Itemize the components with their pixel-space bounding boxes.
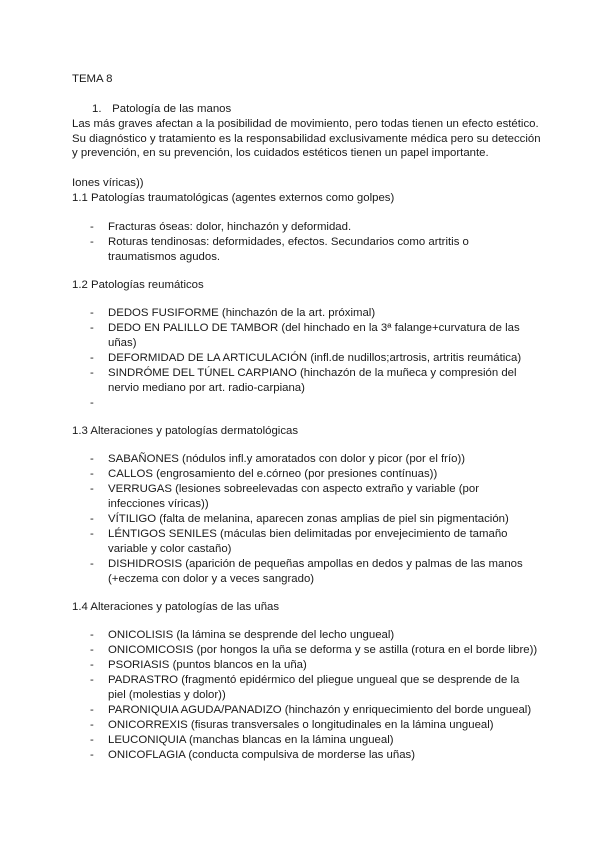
- list-item: - SINDRÓME DEL TÚNEL CARPIANO (hinchazón de la muñeca y compresión del nervio mediano por art. radio-carpiana): [90, 367, 517, 394]
- bullet-dash: -: [90, 704, 94, 716]
- bullet-dash: -: [90, 367, 94, 379]
- list-item: - PADRASTRO (fragmentó epidérmico del pliegue ungueal que se desprende de la piel (molestias y dolor)): [90, 674, 520, 701]
- subsection-title-1-2: 1.2 Patologías reumáticos: [72, 279, 204, 291]
- list-item: - LÉNTIGOS SENILES (máculas bien delimitadas por envejecimiento de tamaño variable y color castaño): [90, 528, 508, 555]
- bullet-dash: -: [90, 528, 94, 540]
- list-item: - ONICOFLAGIA (conducta compulsiva de morderse las uñas): [90, 749, 416, 761]
- list-1-2: [90, 306, 530, 411]
- bullet-dash: -: [90, 674, 94, 686]
- list-item: - PARONIQUIA AGUDA/PANADIZO (hinchazón y enriquecimiento del borde ungueal): [90, 704, 532, 716]
- fragment-text: Iones víricas)): [72, 177, 144, 189]
- bullet-dash: -: [90, 221, 94, 233]
- intro-paragraph: Las más graves afectan a la posibilidad de movimiento, pero todas tienen un efecto estético. Su diagnóstico y tratamiento es la responsabilidad exclusivamente médica pero su detección y prevención, en su prevención, los cuidados estéticos tienen un papel importante.: [72, 118, 541, 159]
- bullet-dash: -: [90, 734, 94, 746]
- list-item: - DISHIDROSIS (aparición de pequeñas ampollas en dedos y palmas de las manos (+eczema con dolor y a veces sangrado): [90, 558, 523, 585]
- list-item: - PSORIASIS (puntos blancos en la uña): [90, 659, 307, 671]
- list-item: - VÍTILIGO (falta de melanina, aparecen zonas amplias de piel sin pigmentación): [90, 513, 509, 525]
- bullet-dash: -: [90, 644, 94, 656]
- list-item: - Fracturas óseas: dolor, hinchazón y deformidad.: [90, 221, 352, 233]
- bullet-dash: -: [90, 558, 94, 570]
- subsection-title-1-3: 1.3 Alteraciones y patologías dermatológicas: [72, 425, 299, 437]
- list-1-1: [90, 220, 490, 265]
- list-1-4: [90, 628, 540, 763]
- list-item: - CALLOS (engrosamiento del e.córneo (por presiones contínuas)): [90, 468, 438, 480]
- list-item: - Roturas tendinosas: deformidades, efectos. Secundarios como artritis o traumatismos agudos.: [90, 236, 469, 263]
- list-item: - SABAÑONES (nódulos infl.y amoratados con dolor y picor (por el frío)): [90, 453, 466, 465]
- bullet-dash: -: [90, 719, 94, 731]
- list-item: [90, 396, 530, 411]
- bullet-dash: -: [90, 659, 94, 671]
- subsection-title-1-4: 1.4 Alteraciones y patologías de las uñas: [72, 601, 280, 613]
- list-item: - ONICORREXIS (fisuras transversales o longitudinales en la lámina ungueal): [90, 719, 494, 731]
- list-item: - LEUCONIQUIA (manchas blancas en la lámina ungueal): [90, 734, 394, 746]
- bullet-dash: -: [90, 453, 94, 465]
- section-heading: [92, 102, 231, 117]
- list-item: - ONICOMICOSIS (por hongos la uña se deforma y se astilla (rotura en el borde libre)): [90, 644, 538, 656]
- bullet-dash: -: [90, 397, 94, 409]
- list-1-3: [90, 452, 530, 587]
- bullet-dash: -: [90, 629, 94, 641]
- bullet-dash: -: [90, 468, 94, 480]
- list-item: - DEDO EN PALILLO DE TAMBOR (del hinchado en la 3ª falange+curvatura de las uñas): [90, 322, 520, 349]
- subsection-title-1-1: 1.1 Patologías traumatológicas (agentes externos como golpes): [72, 192, 395, 204]
- heading-text: Patología de las manos: [112, 103, 232, 115]
- list-item: - VERRUGAS (lesiones sobreelevadas con aspecto extraño y variable (por infecciones víricas)): [90, 483, 480, 510]
- document-title: TEMA 8: [72, 73, 113, 85]
- list-item: - DEDOS FUSIFORME (hinchazón de la art. próximal): [90, 307, 376, 319]
- list-item: - ONICOLISIS (la lámina se desprende del lecho ungueal): [90, 629, 395, 641]
- bullet-dash: -: [90, 352, 94, 364]
- bullet-dash: -: [90, 307, 94, 319]
- bullet-dash: -: [90, 483, 94, 495]
- bullet-dash: -: [90, 513, 94, 525]
- bullet-dash: -: [90, 322, 94, 334]
- bullet-dash: -: [90, 749, 94, 761]
- list-item: - DEFORMIDAD DE LA ARTICULACIÓN (infl.de nudillos;artrosis, artritis reumática): [90, 352, 522, 364]
- bullet-dash: -: [90, 236, 94, 248]
- heading-number: 1.: [92, 103, 102, 115]
